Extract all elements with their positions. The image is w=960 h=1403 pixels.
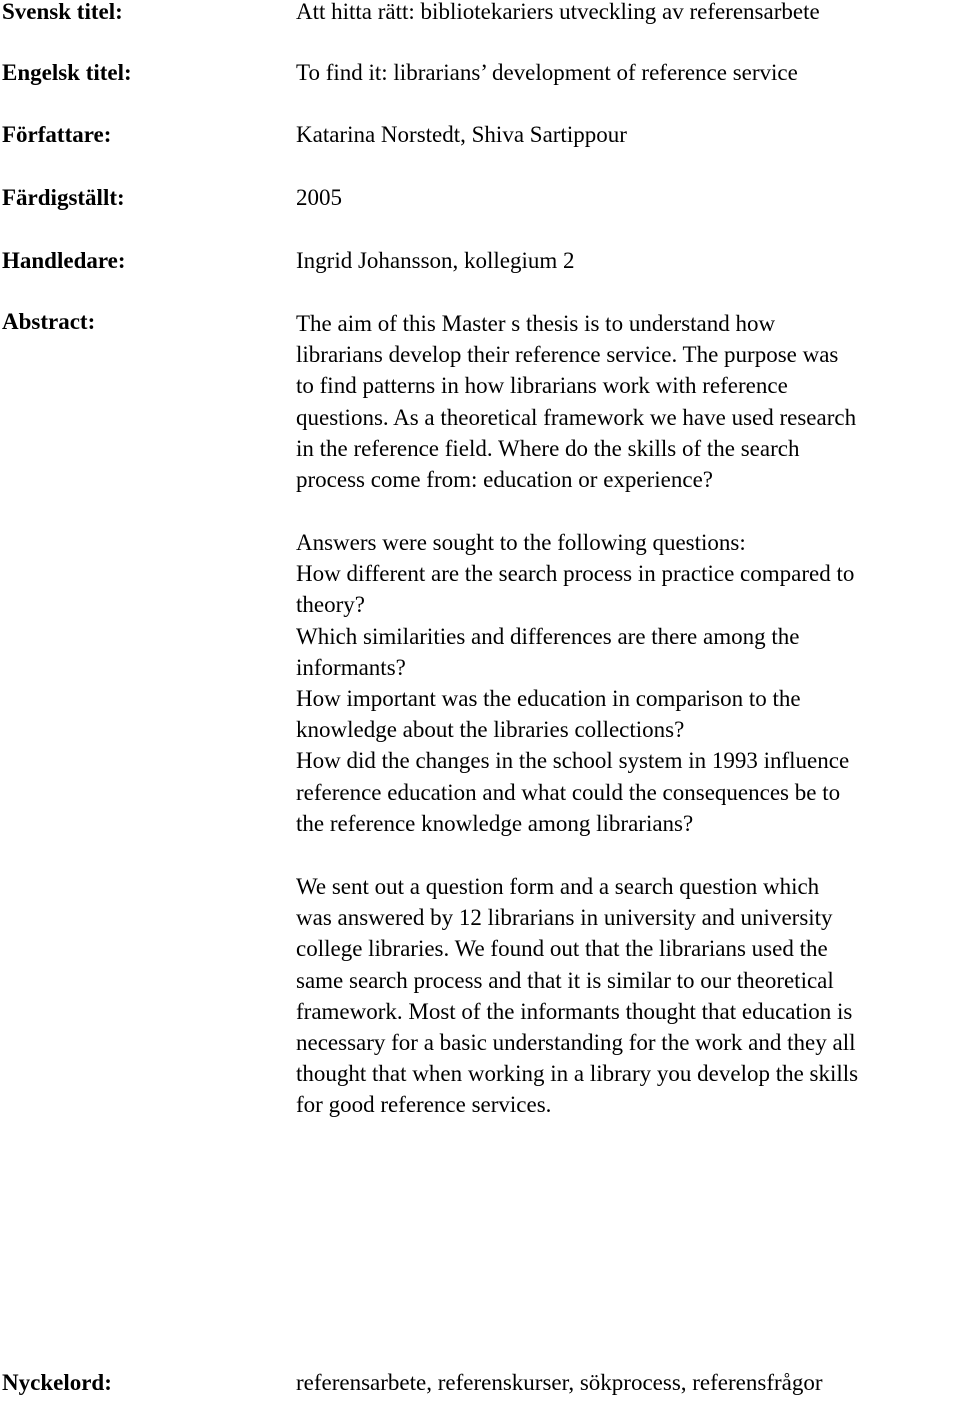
abstract-line: How important was the education in comparison to the	[296, 685, 801, 711]
abstract-line: How different are the search process in practice compared to	[296, 561, 855, 587]
forfattare-label: Författare:	[2, 122, 112, 147]
engelsk-titel-value: To find it: librarians’ development of reference service	[296, 60, 798, 85]
abstract-line: How did the changes in the school system in 1993 influence	[296, 748, 850, 774]
abstract-line: was answered by 12 librarians in university and university	[296, 905, 833, 931]
fardigstallt-value: 2005	[296, 185, 342, 210]
abstract-line: college libraries. We found out that the librarians used the	[296, 936, 828, 962]
abstract-line: knowledge about the libraries collections?	[296, 717, 685, 743]
engelsk-titel-label: Engelsk titel:	[2, 60, 132, 85]
abstract-line: theory?	[296, 592, 365, 618]
abstract-paragraph-3	[296, 871, 960, 1121]
abstract-line: in the reference field. Where do the skills of the search	[296, 435, 800, 461]
abstract-line: informants?	[296, 654, 406, 680]
abstract-paragraph-2	[296, 527, 960, 839]
abstract-line: questions. As a theoretical framework we have used research	[296, 404, 857, 430]
fardigstallt-label: Färdigställt:	[2, 185, 125, 210]
nyckelord-label: Nyckelord:	[2, 1370, 112, 1395]
abstract-line: process come from: education or experience?	[296, 466, 713, 492]
abstract-line: framework. Most of the informants thought that education is	[296, 998, 853, 1024]
abstract-line: necessary for a basic understanding for the work and they all	[296, 1029, 856, 1055]
abstract-label: Abstract:	[2, 309, 96, 334]
abstract-line: the reference knowledge among librarians?	[296, 810, 694, 836]
forfattare-value: Katarina Norstedt, Shiva Sartippour	[296, 122, 627, 147]
abstract-line: The aim of this Master s thesis is to understand how	[296, 311, 776, 336]
abstract-line: to find patterns in how librarians work with reference	[296, 373, 788, 399]
abstract-line: same search process and that it is similar to our theoretical	[296, 967, 834, 993]
nyckelord-value: referensarbete, referenskurser, sökprocess, referensfrågor	[296, 1370, 823, 1395]
abstract-line: Which similarities and differences are there among the	[296, 623, 800, 649]
svensk-titel-label: Svensk titel:	[2, 0, 123, 24]
svensk-titel-value: Att hitta rätt: bibliotekariers utveckling av referensarbete	[296, 0, 820, 24]
handledare-label: Handledare:	[2, 248, 126, 273]
abstract-line: We sent out a question form and a search question which	[296, 874, 820, 899]
abstract-line: reference education and what could the consequences be to	[296, 779, 841, 805]
handledare-value: Ingrid Johansson, kollegium 2	[296, 248, 575, 273]
abstract-paragraph-1	[296, 308, 960, 495]
abstract-line: for good reference services.	[296, 1092, 552, 1118]
abstract-line: Answers were sought to the following questions:	[296, 530, 746, 555]
abstract-line: thought that when working in a library you develop the skills	[296, 1061, 859, 1087]
abstract-line: librarians develop their reference service. The purpose was	[296, 342, 839, 368]
